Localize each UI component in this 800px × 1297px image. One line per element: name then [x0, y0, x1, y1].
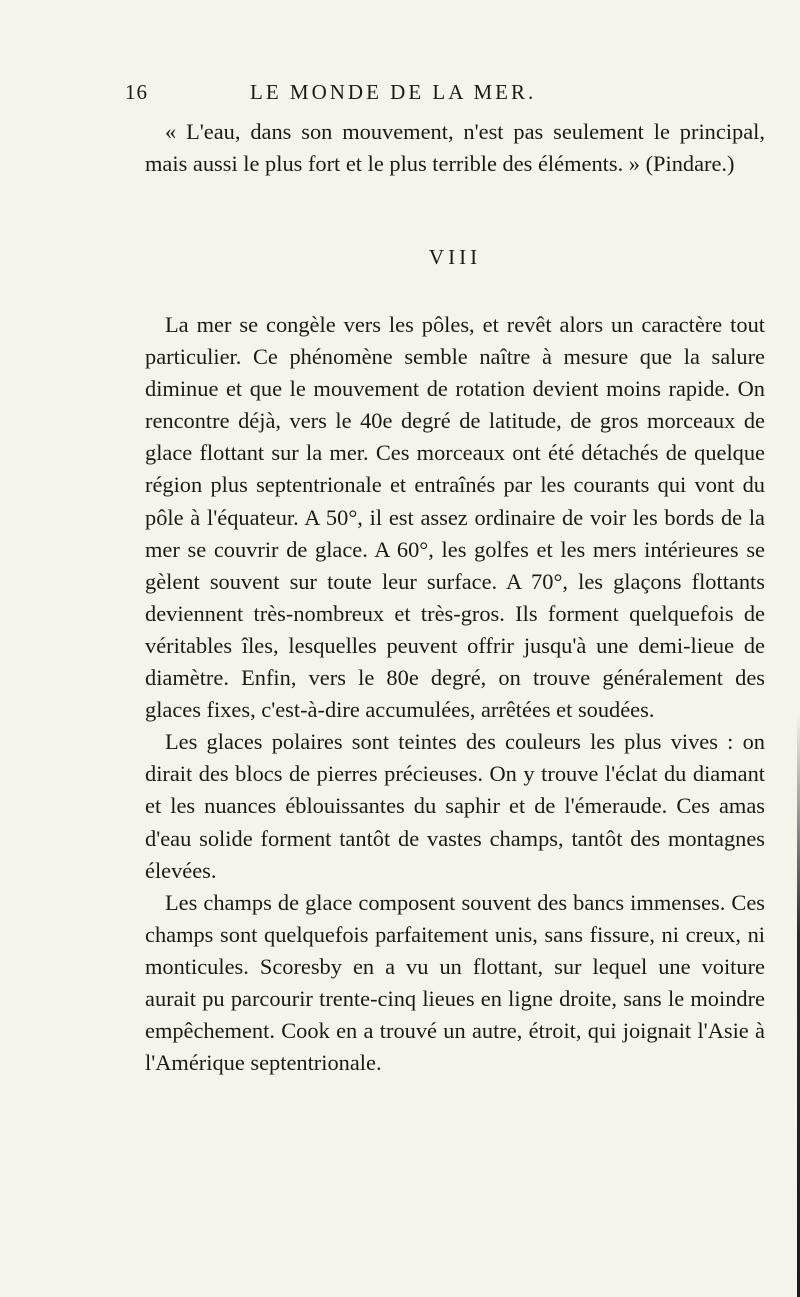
- section-number: VIII: [428, 245, 482, 269]
- body-text: [145, 309, 765, 1079]
- epigraph: [145, 116, 765, 180]
- paragraph: Les champs de glace composent souvent des bancs immenses. Ces champs sont quelquefois parfaitement unis, sans fissure, ni creux, ni monticules. Scoresby en a vu un flottant, sur lequel une voiture aurait pu parcourir trente-cinq lieues en ligne droite, sans le moindre empêchement. Cook en a trouvé un autre, étroit, qui joignait l'Asie à l'Amérique septentrionale.: [145, 889, 765, 1076]
- paragraph: Les glaces polaires sont teintes des couleurs les plus vives : on dirait des blocs de pierres précieuses. On y trouve l'éclat du diamant et les nuances éblouissantes du saphir et de l'émeraude. Ces amas d'eau solide forment tantôt de vastes champs, tantôt des montagnes élevées.: [145, 729, 765, 883]
- paragraph: La mer se congèle vers les pôles, et revêt alors un caractère tout particulier. Ce phénomène semble naître à mesure que la salure diminue et que le mouvement de rotation devient moins rapide. On rencontre déjà, vers le 40e degré de latitude, de gros morceaux de glace flottant sur la mer. Ces morceaux ont été détachés de quelque région plus septentrionale et entraînés par les courants qui vont du pôle à l'équateur. A 50°, il est assez ordinaire de voir les bords de la mer se couvrir de glace. A 60°, les golfes et les mers intérieures se gèlent souvent sur toute leur surface. A 70°, les glaçons flottants deviennent très-nombreux et très-gros. Ils forment quelquefois de véritables îles, lesquelles peuvent offrir jusqu'à une demi-lieue de diamètre. Enfin, vers le 80e degré, on trouve généralement des glaces fixes, c'est-à-dire accumulées, arrêtées et soudées.: [145, 312, 765, 723]
- page-number: 16: [125, 80, 148, 104]
- running-head: [125, 80, 765, 106]
- running-title: LE MONDE DE LA MER.: [250, 80, 537, 104]
- epigraph-text: « L'eau, dans son mouvement, n'est pas seulement le principal, mais aussi le plus fort et le plus terrible des éléments. » (Pindare.): [145, 119, 765, 177]
